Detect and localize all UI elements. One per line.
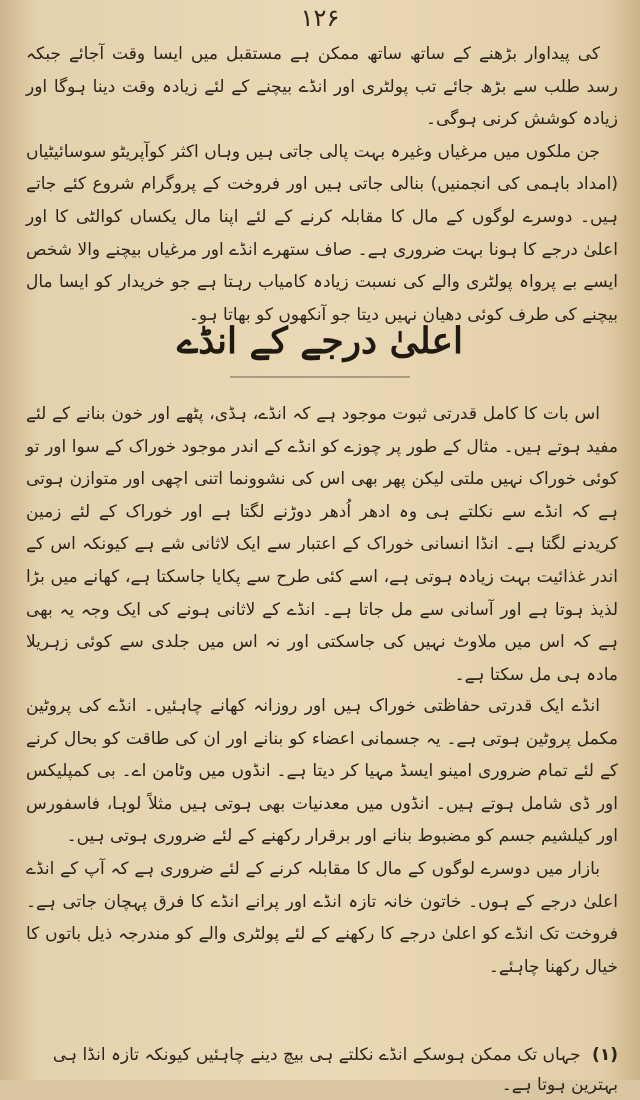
- paragraph: اس بات کا کامل قدرتی ثبوت موجود ہے کہ انڈے، ہڈی، پٹھے اور خون بنانے کے لئے مفید ہوتے ہیں۔ مثال کے طور پر چوزے کو انڈے کے اندر موجود خوراک کے سوا اور تو کوئی خوراک نہیں ملتی لیکن پھر بھی اس کی نشوونما اتنی اچھی اور متوازن ہوتی ہے کہ انڈے سے نکلتے ہی وہ ادھر اُدھر دوڑنے لگتا ہے اور خوراک کے لئے زمین کریدنے لگتا ہے۔ انڈا انسانی خوراک کے اعتبار سے ایک لاثانی شے ہے کیونکہ اس کے اندر غذائیت بہت زیادہ ہوتی ہے، اسے کئی طرح سے پکایا جاسکتا ہے، کھانے میں بڑا لذیذ ہوتا ہے اور آسانی سے مل جاتا ہے۔ انڈے کے لاثانی ہونے کی ایک وجہ یہ بھی ہے کہ اس میں ملاوٹ نہیں کی جاسکتی اور نہ اس میں جلدی سے کوئی زہریلا مادہ ہی مل سکتا ہے۔: [26, 404, 618, 685]
- paragraph: کی پیداوار بڑھنے کے ساتھ ساتھ ممکن ہے مستقبل میں ایسا وقت آجائے جبکہ رسد طلب سے بڑھ جائے تب پولٹری اور انڈے بیچنے کے لئے زیادہ وقت دینا ہوگا اور زیادہ کوشش کرنی ہوگی۔: [26, 44, 618, 130]
- body-section-1: [26, 398, 618, 691]
- page-number: ۱۲۶: [300, 4, 340, 32]
- paragraph: بازار میں دوسرے لوگوں کے مال کا مقابلہ کرنے کے لئے ضروری ہے کہ آپ کے انڈے اعلیٰ درجے کے ہوں۔ خاتون خانہ تازہ انڈے اور پرانے انڈے کا فرق پہچان جاتی ہے۔ فروخت تک انڈے کو اعلیٰ درجے کا رکھنے کے لئے پولٹری والے کو مندرجہ ذیل باتوں کا خیال رکھنا چاہئے۔: [26, 858, 618, 977]
- intro-section: [26, 38, 618, 331]
- numbered-point: [26, 1040, 618, 1100]
- point-number: (۱): [592, 1045, 618, 1065]
- heading-underline: [230, 376, 410, 378]
- body-section-2: [26, 690, 618, 983]
- paragraph: جن ملکوں میں مرغیاں وغیرہ بہت پالی جاتی ہیں وہاں اکثر کوآپریٹو سوسائیٹیاں (امداد باہمی کی انجمنیں) بنالی جاتی ہیں اور فروخت کے پروگرام شروع کئے جاتے ہیں۔ دوسرے لوگوں کے مال کا مقابلہ کرنے کے لئے اپنا مال یکساں کوالٹی کا اور اعلیٰ درجے کا ہونا بہت ضروری ہے۔ صاف ستھرے انڈے اور مرغیاں بیچنے والا شخص ایسے بے پرواہ پولٹری والے کی نسبت زیادہ کامیاب رہتا ہے جو خریدار کو ایسا مال بیچنے کی طرف کوئی دھیان نہیں دیتا جو آنکھوں کو بھاتا ہو۔: [26, 141, 618, 325]
- point-text: جہاں تک ممکن ہوسکے انڈے نکلتے ہی بیچ دینے چاہئیں کیونکہ تازہ انڈا ہی بہترین ہوتا ہے۔: [52, 1045, 618, 1095]
- paragraph: انڈے ایک قدرتی حفاظتی خوراک ہیں اور روزانہ کھانے چاہئیں۔ انڈے کی پروٹین مکمل پروٹین ہوتی ہے۔ یہ جسمانی اعضاء کو بنانے اور ان کی طاقت کو بحال کرنے کے لئے تمام ضروری امینو ایسڈ مہیا کر دیتا ہے۔ انڈوں میں وٹامن اے۔ بی کمپلیکس اور ڈی شامل ہوتے ہیں۔ انڈوں میں معدنیات بھی ہوتی ہیں مثلاً لوہا، فاسفورس اور کیلشیم جسم کو مضبوط بنانے اور برقرار رکھنے کے لئے ضروری ہوتی ہیں۔: [26, 696, 618, 847]
- section-heading: اعلیٰ درجے کے انڈے: [176, 320, 463, 362]
